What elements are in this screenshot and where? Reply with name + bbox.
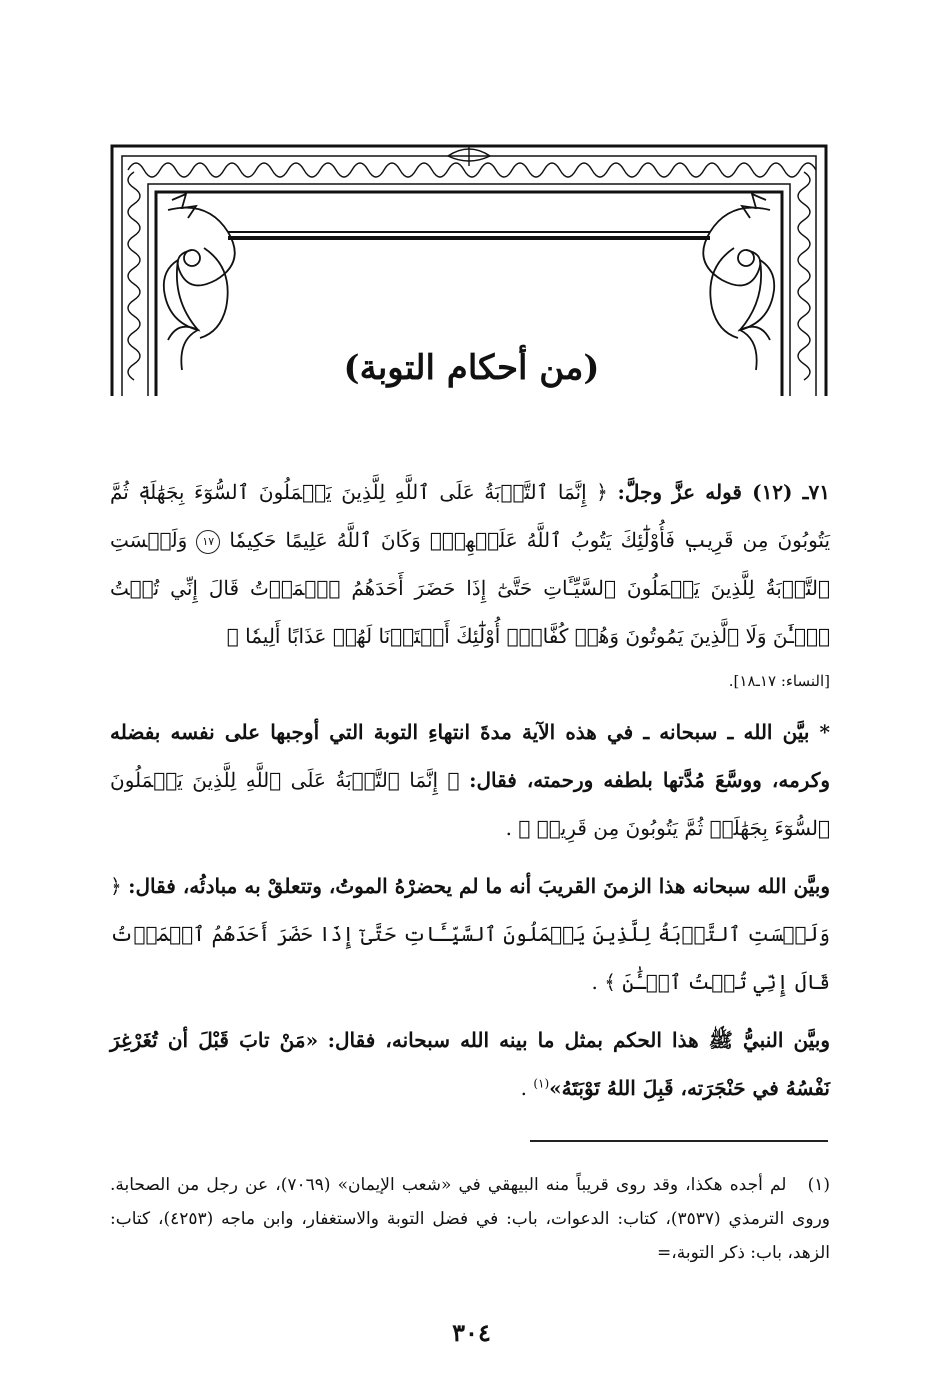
paragraph-hadith [110,1016,830,1112]
footnote-text: لم أجده هكذا، وقد روى قريباً منه البيهقي في «شعب الإيمان» (٧٠٦٩)، عن رجل من الصحابة. وروى الترمذي (٣٥٣٧)، كتاب: الدعوات، باب: في فضل التوبة والاستغفار، وابن ماجه (٤٢٥٣)، كتاب: الزهد، باب: ذكر التوبة،= [110,1175,830,1263]
paragraph-explanation-1 [110,708,830,852]
hadith-number-lead: ٧١ـ (١٢) قوله عزَّ وجلَّ: [617,480,830,504]
quran-quote: ﴿ وَلَيۡسَتِ ٱلتَّوۡبَةُ لِلَّذِينَ يَعۡمَلُونَ ٱلسَّيِّـَٔاتِ حَتَّىٰٓ إِذَا حَضَرَ أَحَدَهُمُ ٱلۡمَوۡتُ قَالَ إِنِّي تُبۡتُ ٱلۡـَٰٔنَ ﴾ [110,874,830,994]
main-text [110,468,830,1122]
ayah-number-icon: ١٧ [196,530,220,554]
footnote [110,1168,830,1270]
footnote-ref[interactable]: (١) [533,1076,550,1091]
explanation-text: وبيَّن الله سبحانه هذا الزمنَ القريبَ أنه ما لم يحضرْهُ الموتُ، وتتعلقْ به مبادئُه، فقال: [128,874,831,898]
quran-verse-18: وَلَيۡسَتِ ٱلتَّوۡبَةُ لِلَّذِينَ يَعۡمَلُونَ ٱلسَّيِّـَٔاتِ حَتَّىٰٓ إِذَا حَضَرَ أَحَدَهُمُ ٱلۡمَوۡتُ قَالَ إِنِّي تُبۡتُ ٱلۡـَٰٔنَ وَلَا ٱلَّذِينَ يَمُوتُونَ وَهُمۡ كُفَّارٌۚ أُوْلَٰٓئِكَ أَعۡتَدۡنَا لَهُمۡ عَذَابًا أَلِيمٗا ﴾ [110,528,830,648]
hadith-quote: «مَنْ تابَ قَبْلَ أن تُغَرْغِرَ نَفْسُهُ في حَنْجَرَته، قَبِلَ اللهُ تَوْبَتَهُ» [110,1028,830,1100]
sentence-end: . [520,1076,527,1100]
chapter-title: (من أحكام التوبة) [343,348,600,388]
paragraph-71 [110,468,830,660]
footnote-number: (١) [807,1175,830,1195]
page-number: ٣٠٤ [452,1318,491,1347]
footnote-divider [530,1140,828,1142]
quran-quote: ﴿ إِنَّمَا ٱلتَّوۡبَةُ عَلَى ٱللَّهِ لِلَّذِينَ يَعۡمَلُونَ ٱلسُّوٓءَ بِجَهَٰلَةٖ ثُمَّ يَتُوبُونَ مِن قَرِيبٖ ﴾ [110,768,830,840]
sentence-end: . [505,816,512,840]
verse-citation: [النساء: ١٧ـ١٨]. [728,672,830,690]
explanation-text: * بيَّن الله ـ سبحانه ـ في هذه الآية مدةَ انتهاءِ التوبة التي أوجبها على نفسه بفضله وكرمه، ووسَّعَ مُدَّتها بلطفه ورحمته، فقال: [110,720,831,792]
quran-verse-17: ﴿ إِنَّمَا ٱلتَّوۡبَةُ عَلَى ٱللَّهِ لِلَّذِينَ يَعۡمَلُونَ ٱلسُّوٓءَ بِجَهَٰلَةٖ ثُمَّ يَتُوبُونَ مِن قَرِيبٖ فَأُوْلَٰٓئِكَ يَتُوبُ ٱللَّهُ عَلَيۡهِمۡۗ وَكَانَ ٱللَّهُ عَلِيمًا حَكِيمٗا [110,480,831,552]
paragraph-explanation-2 [110,862,830,1006]
explanation-text: وبيَّن النبيُّ ﷺ هذا الحكم بمثل ما بينه الله سبحانه، فقال: [327,1028,830,1052]
sentence-end: . [591,970,598,994]
